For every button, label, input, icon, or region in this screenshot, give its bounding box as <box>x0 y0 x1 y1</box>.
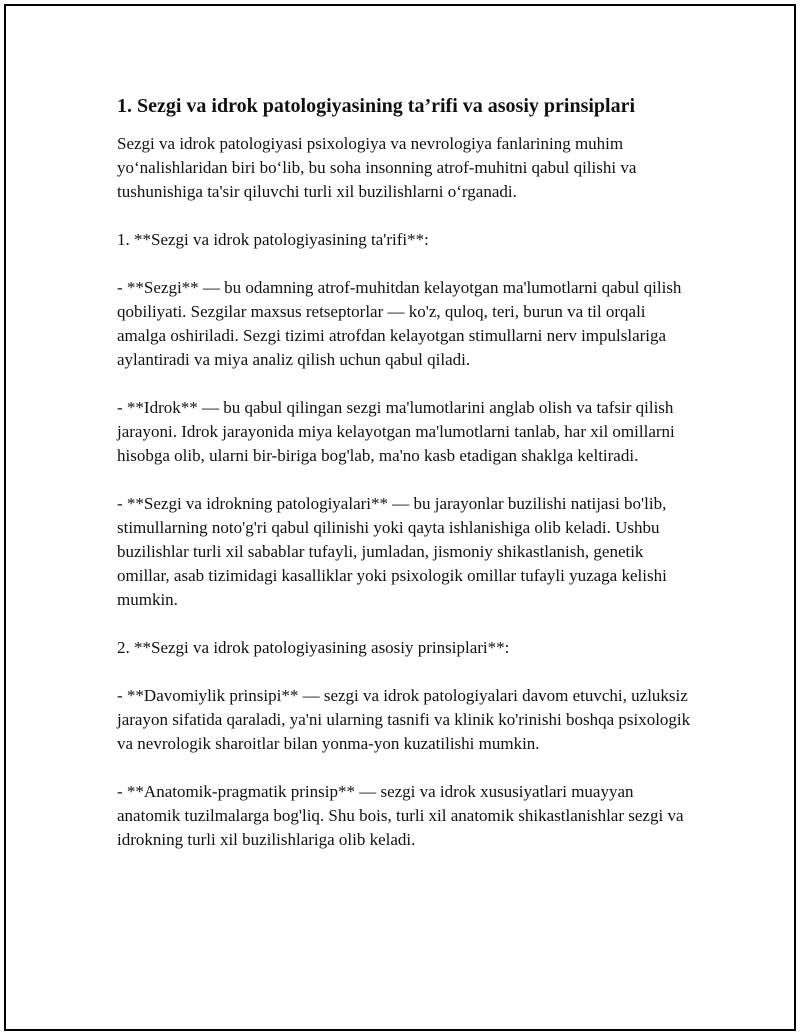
paragraph-anatomic-principle: - **Anatomik-pragmatik prinsip** — sezgi va idrok xususiyatlari muayyan anatomik tuzilmalarga bog'liq. Shu bois, turli xil anatomik shikastlanishlar sezgi va idrokning turli xil buzilishlariga olib keladi. <box>117 782 684 849</box>
document-title: 1. Sezgi va idrok patologiyasining ta’rifi va asosiy prinsiplari <box>117 95 636 117</box>
document-body <box>117 92 692 876</box>
paragraph-idrok: - **Idrok** — bu qabul qilingan sezgi ma'lumotlarini anglab olish va tafsir qilish jarayoni. Idrok jarayonida miya kelayotgan ma'lumotlarni tanlab, har xil omillarni hisobga olib, ularni bir-biriga bog'lab, ma'no kasb etadigan shaklga keltiradi. <box>117 398 675 465</box>
paragraph-intro: Sezgi va idrok patologiyasi psixologiya va nevrologiya fanlarining muhim yo‘nalishlaridan biri bo‘lib, bu soha insonning atrof-muhitni qabul qilishi va tushunishiga ta'sir qiluvchi turli xil buzilishlarni o‘rganadi. <box>117 134 637 201</box>
section-heading-definition: 1. **Sezgi va idrok patologiyasining ta'rifi**: <box>117 230 429 249</box>
paragraph-sezgi: - **Sezgi** — bu odamning atrof-muhitdan kelayotgan ma'lumotlarni qabul qilish qobiliyati. Sezgilar maxsus retseptorlar — ko'z, quloq, teri, burun va til orqali amalga oshiriladi. Sezgi tizimi atrofdan kelayotgan stimullarni nerv impulslariga aylantiradi va miya analiz qilish uchun qabul qiladi. <box>117 278 682 369</box>
paragraph-continuity-principle: - **Davomiylik prinsipi** — sezgi va idrok patologiyalari davom etuvchi, uzluksiz jarayon sifatida qaraladi, ya'ni ularning tasnifi va klinik ko'rinishi boshqa psixologik va nevrologik sharoitlar bilan yonma-yon kuzatilishi mumkin. <box>117 686 691 753</box>
section-heading-principles: 2. **Sezgi va idrok patologiyasining asosiy prinsiplari**: <box>117 638 510 657</box>
paragraph-pathologies: - **Sezgi va idrokning patologiyalari** — bu jarayonlar buzilishi natijasi bo'lib, stimullarning noto'g'ri qabul qilinishi yoki qayta ishlanishiga olib keladi. Ushbu buzilishlar turli xil sabablar tufayli, jumladan, jismoniy shikastlanish, genetik omillar, asab tizimidagi kasalliklar yoki psixologik omillar tufayli yuzaga kelishi mumkin. <box>117 494 667 609</box>
